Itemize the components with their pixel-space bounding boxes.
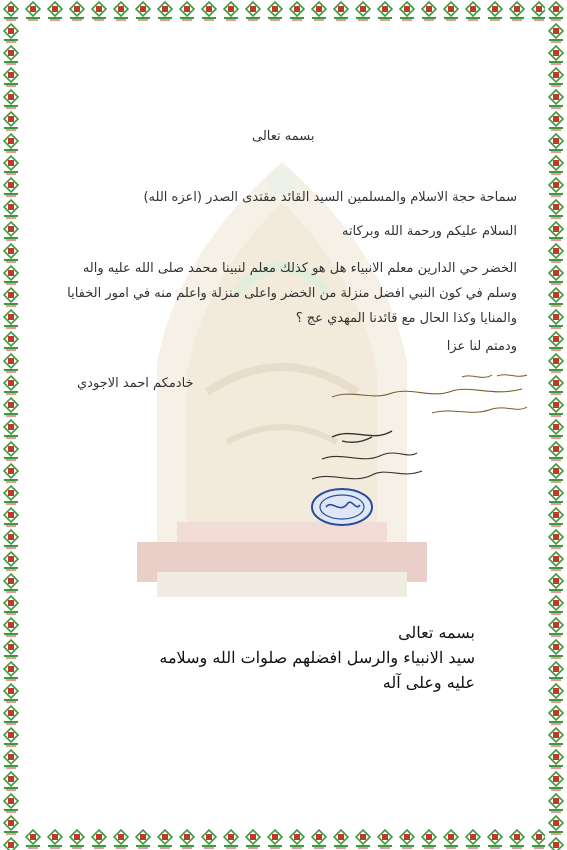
signer-name: خادمكم احمد الاجودي	[77, 376, 194, 391]
typed-reply-line-1: بسمه تعالى	[398, 623, 475, 642]
ornamental-border-left	[0, 0, 22, 850]
typed-reply-line-2: سيد الانبياء والرسل افضلهم صلوات الله وسلامه	[159, 648, 475, 667]
basmala: بسمه تعالى	[252, 129, 315, 144]
letter-page	[22, 22, 545, 828]
ornamental-border-top	[0, 0, 567, 22]
typed-reply-line-3: عليه وعلى آله	[382, 673, 475, 692]
question-text: الخضر حي الدارين معلم الانبياء هل هو كذلك معلم لنبينا محمد صلى الله عليه واله وسلم في كون النبي افضل منزلة من الخضر واعلى منزلة واعلم منه في امور الخفايا والمنايا وكذا الحال مع قائدنا المهدي عج ؟	[67, 261, 517, 326]
ornamental-border-bottom	[0, 828, 567, 850]
addressee-line: سماحة حجة الاسلام والمسلمين السيد القائد مقتدى الصدر (اعزه الله)	[143, 190, 517, 205]
typed-reply	[55, 620, 475, 695]
greeting-line: السلام عليكم ورحمة الله وبركاته	[341, 224, 517, 239]
ornamental-border-right	[545, 0, 567, 850]
closing-line: ودمتم لنا عزا	[446, 339, 517, 354]
seal-stamp	[310, 487, 374, 527]
